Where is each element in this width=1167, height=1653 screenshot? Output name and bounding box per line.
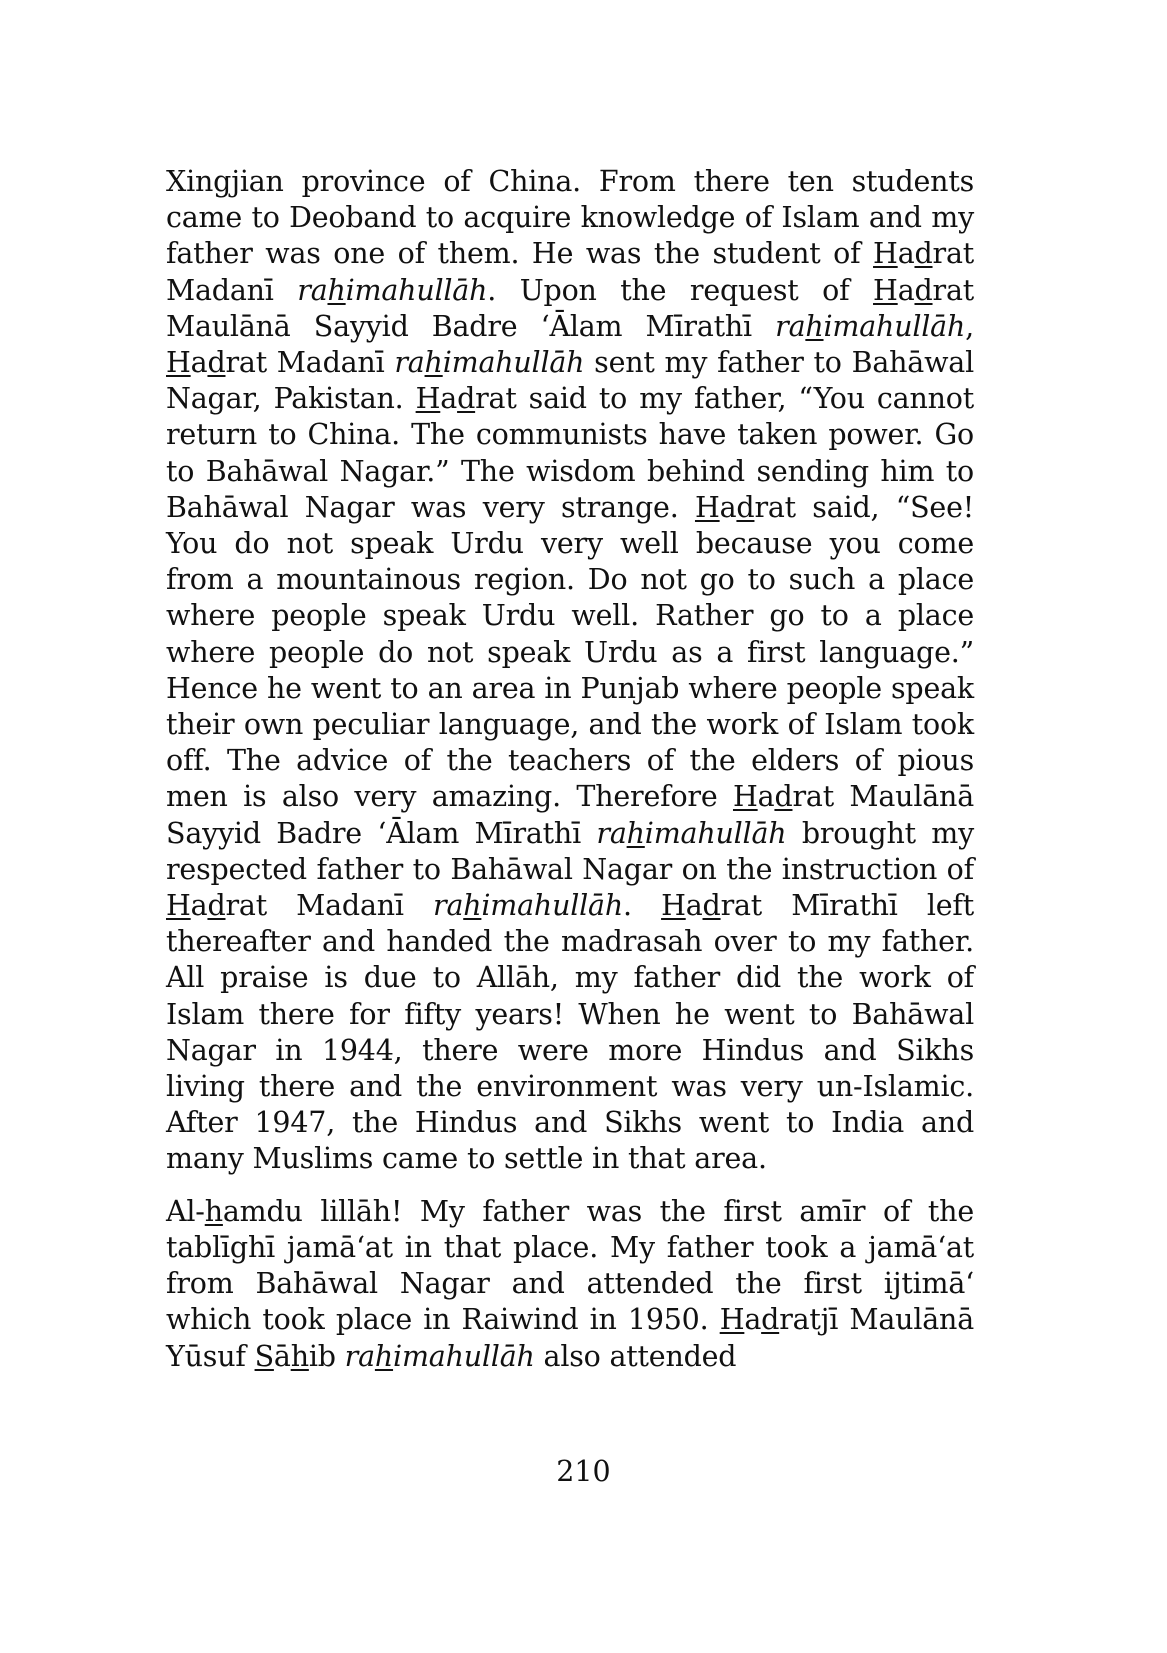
text-run: rat Madanī <box>166 237 974 307</box>
italic-term: imahullāh <box>481 889 624 923</box>
page-body <box>166 164 974 1375</box>
transliteration-mark: H <box>415 382 441 416</box>
text-run: , <box>965 309 974 343</box>
text-run: a <box>190 889 208 923</box>
italic-term: h <box>424 346 443 380</box>
italic-term: imahullāh <box>644 816 787 850</box>
transliteration-mark: H <box>873 237 898 271</box>
italic-term: imahullāh <box>393 1339 535 1373</box>
text-run: a <box>685 889 703 923</box>
transliteration-mark: S <box>254 1339 274 1373</box>
text-run: rat Mīrathī left thereafter and handed the madrasah over to my father. All praise is due to Allāh, my father did the work of Islam there for fifty years! When he went to Bahāwal Nagar in 1944, there were more Hindus and Sikhs living there and the environment was very un-Islamic. After 1947, the Hindus and Sikhs went to India and many Muslims came to settle in that area. <box>166 889 975 1176</box>
transliteration-mark: H <box>719 1303 745 1337</box>
italic-term: imahullāh <box>823 309 966 343</box>
text-run: rat Maulānā Sayyid Badre ‘Ālam Mīrathī <box>166 273 974 343</box>
transliteration-mark: H <box>694 490 720 524</box>
italic-term: ra <box>344 1339 375 1373</box>
text-run: a <box>757 780 775 814</box>
text-run: . <box>623 889 662 923</box>
text-run: rat Madanī <box>225 346 395 380</box>
text-run: a <box>897 237 915 271</box>
text-run: rat said, “See! You do not speak Urdu very well because you come from a mountainous region. Do not go to such a place where people speak Urdu well. Rather go to a place where people do not speak Urdu as a first language.” Hence he went to an area in Punjab where people speak their own peculiar language, and the work of Islam took off. The advice of the teachers of the elders of pious men is also very amazing. Therefore <box>166 490 974 814</box>
text-run: a <box>190 346 208 380</box>
text-run: . Upon the request of <box>487 273 874 307</box>
text-run: amdu lillāh! My father was the first amīr of the tablīghī jamā‘at in that place. My father took a jamā‘at from Bahāwal Nagar and attended the first ijtimā‘ which took place in Raiwind in 1950. <box>166 1194 974 1337</box>
italic-term: h <box>626 816 645 850</box>
text-run: rat said to my father, “You cannot return to China. The communists have taken power. Go to Bahāwal Nagar.” The wisdom behind sending him to Bahāwal Nagar was very strange. <box>166 382 974 524</box>
transliteration-mark: d <box>761 1303 780 1337</box>
italic-term: h <box>463 889 482 923</box>
text-run: a <box>897 273 915 307</box>
transliteration-mark: H <box>661 889 686 923</box>
transliteration-mark: d <box>774 780 793 814</box>
transliteration-mark: d <box>207 889 226 923</box>
transliteration-mark: H <box>873 273 898 307</box>
page-number: 210 <box>556 1455 611 1488</box>
transliteration-mark: H <box>166 346 191 380</box>
transliteration-mark: h <box>204 1194 223 1228</box>
transliteration-mark: H <box>732 780 758 814</box>
text-run: also attended <box>534 1339 737 1373</box>
text-run: Xingjian province of China. From there ten students came to Deoband to acquire knowledge of Islam and my father was one of them. He was the student of <box>166 165 974 271</box>
transliteration-mark: d <box>457 382 476 416</box>
text-run: Al- <box>166 1194 205 1228</box>
italic-term: ra <box>775 309 806 343</box>
text-run: rat Maulānā Sayyid Badre ‘Ālam Mīrathī <box>166 780 974 850</box>
text-run: brought my respected father to Bahāwal Nagar on the instruction of <box>166 816 974 886</box>
text-run: ib <box>308 1339 345 1373</box>
italic-term: imahullāh <box>345 273 488 307</box>
transliteration-mark: h <box>290 1339 309 1373</box>
italic-term: h <box>374 1339 394 1373</box>
italic-term: h <box>805 309 824 343</box>
transliteration-mark: d <box>914 273 933 307</box>
paragraph-2 <box>166 1194 974 1375</box>
transliteration-mark: d <box>736 490 755 524</box>
text-run: a <box>719 490 737 524</box>
text-run: rat Madanī <box>225 889 434 923</box>
italic-term: ra <box>394 346 425 380</box>
italic-term: ra <box>596 816 627 850</box>
text-run: a <box>744 1303 762 1337</box>
italic-term: ra <box>297 273 328 307</box>
transliteration-mark: d <box>702 889 721 923</box>
paragraph-1 <box>166 164 974 1178</box>
transliteration-mark: d <box>207 346 226 380</box>
text-run: sent my father to Bahāwal Nagar, Pakistan. <box>166 346 974 416</box>
italic-term: ra <box>433 889 464 923</box>
italic-term: imahullāh <box>442 346 585 380</box>
text-run: ratjī Maulānā Yūsuf <box>166 1303 974 1373</box>
text-run: ā <box>273 1339 291 1373</box>
transliteration-mark: H <box>166 889 191 923</box>
italic-term: h <box>327 273 346 307</box>
transliteration-mark: d <box>914 237 933 271</box>
text-run: a <box>440 382 458 416</box>
